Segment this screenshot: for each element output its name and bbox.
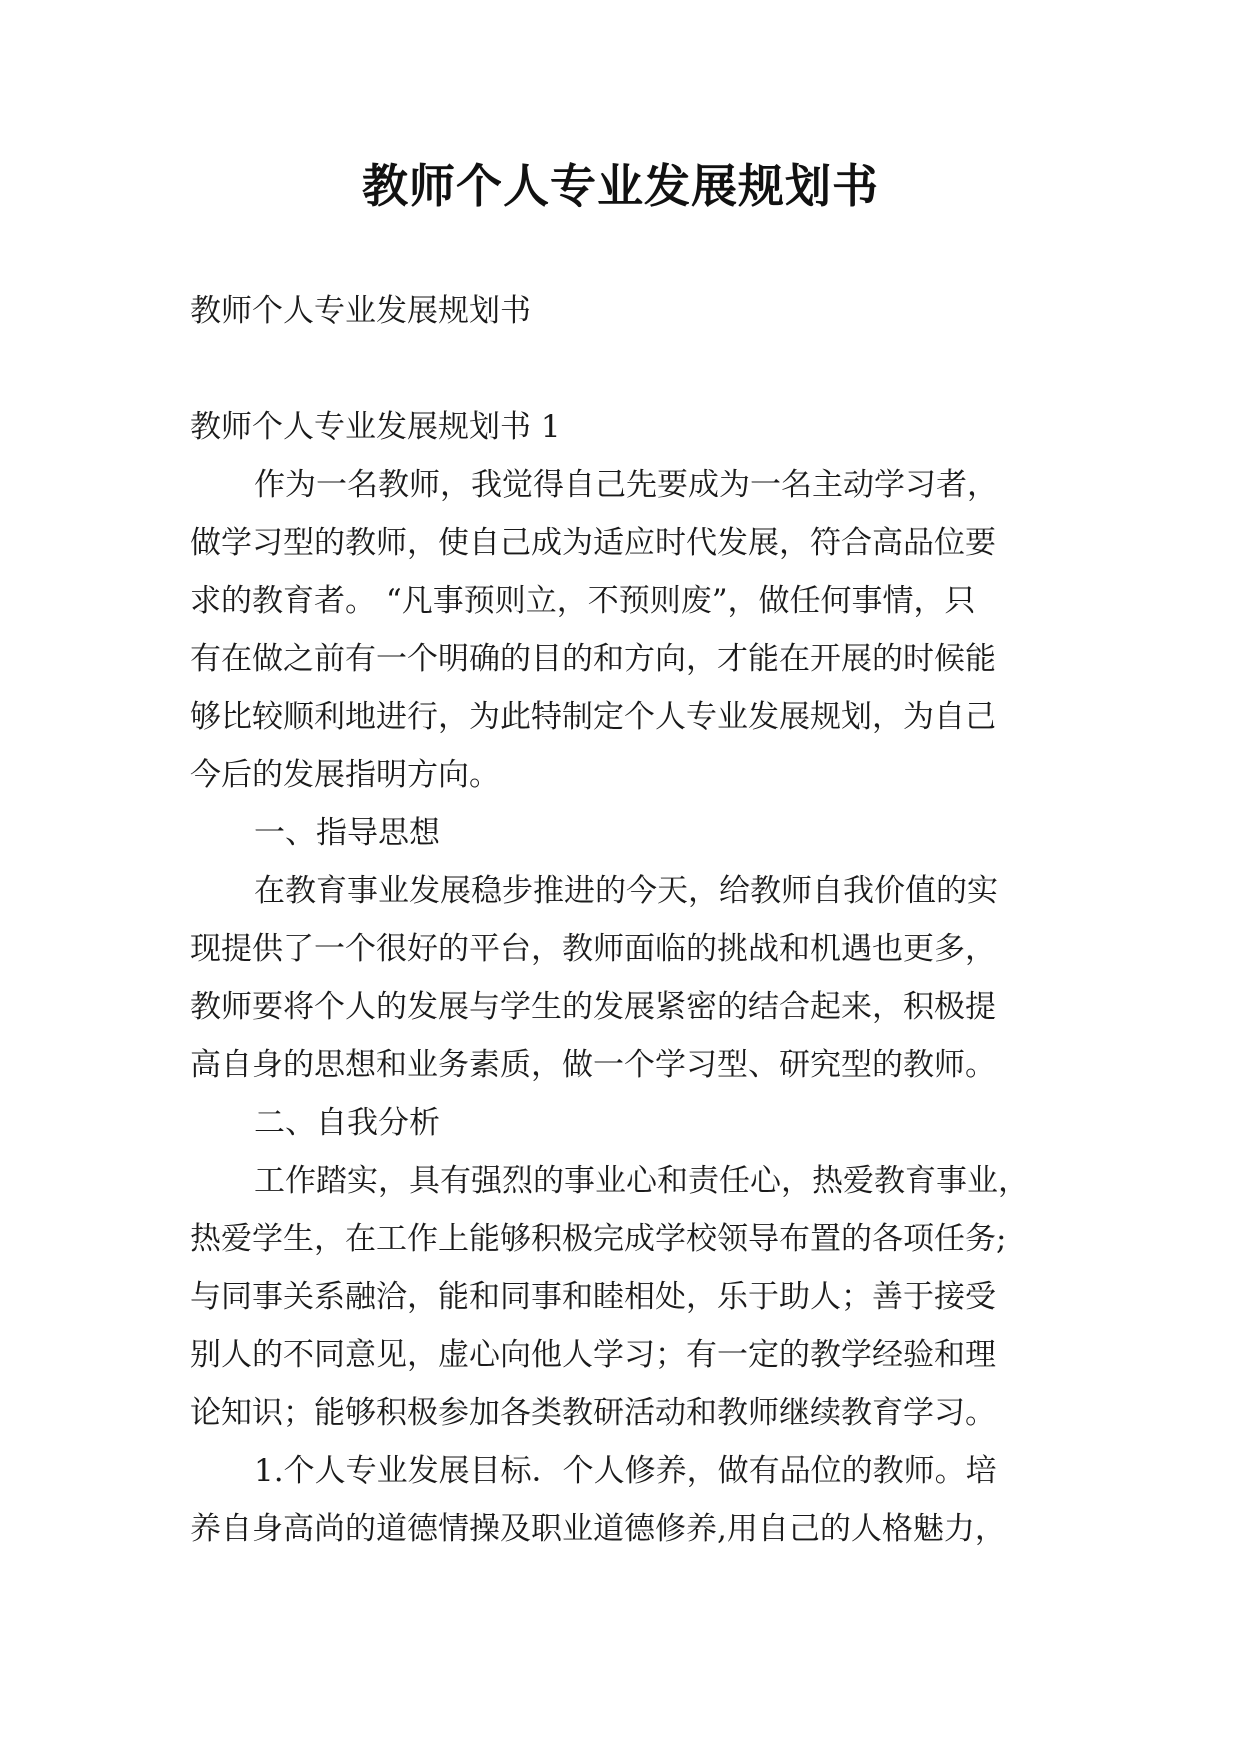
paragraph-line: 教师要将个人的发展与学生的发展紧密的结合起来，积极提 [190,989,996,1025]
paragraph-line: 求的教育者。 “凡事预则立，不预则废”，做任何事情，只 [190,583,976,619]
paragraph-line: 养自身高尚的道德情操及职业道德修养,用自己的人格魅力， [190,1511,1006,1547]
paragraph-line: 热爱学生，在工作上能够积极完成学校领导布置的各项任务; [190,1221,1007,1257]
paragraph-line: 现提供了一个很好的平台，教师面临的挑战和机遇也更多， [190,931,996,967]
paragraph-line: 论知识；能够积极参加各类教研活动和教师继续教育学习。 [190,1395,996,1431]
paragraph-line: 作为一名教师，我觉得自己先要成为一名主动学习者， [254,467,998,503]
paragraph-guiding-ideology [190,862,1070,1094]
paragraph-line: 别人的不同意见，虚心向他人学习；有一定的教学经验和理 [190,1337,996,1373]
paragraph-intro [190,456,1070,804]
paragraph-line: 1.个人专业发展目标．个人修养，做有品位的教师。培 [254,1453,997,1489]
paragraph-line: 今后的发展指明方向。 [190,757,500,793]
paragraph-self-analysis [190,1152,1070,1442]
document-body [190,282,1070,1558]
document-subtitle: 教师个人专业发展规划书 [190,293,531,329]
paragraph-line: 做学习型的教师，使自己成为适应时代发展，符合高品位要 [190,525,996,561]
section-heading: 二、自我分析 [254,1105,440,1141]
heading-self-analysis [190,1094,1070,1152]
section-heading: 一、指导思想 [254,815,440,851]
heading-guiding-ideology [190,804,1070,862]
paragraph-line: 在教育事业发展稳步推进的今天，给教师自我价值的实 [254,873,998,909]
paragraph-line: 与同事关系融洽，能和同事和睦相处，乐于助人；善于接受 [190,1279,996,1315]
paragraph-line: 高自身的思想和业务素质，做一个学习型、研究型的教师。 [190,1047,996,1083]
document-title: 教师个人专业发展规划书 [362,159,879,213]
paragraph-line: 够比较顺利地进行，为此特制定个人专业发展规划，为自己 [190,699,996,735]
section-title: 教师个人专业发展规划书 1 [190,409,561,445]
paragraph-line: 有在做之前有一个明确的目的和方向，才能在开展的时候能 [190,641,996,677]
paragraph-line: 工作踏实，具有强烈的事业心和责任心，热爱教育事业， [254,1163,1029,1199]
paragraph-development-goal [190,1442,1070,1558]
